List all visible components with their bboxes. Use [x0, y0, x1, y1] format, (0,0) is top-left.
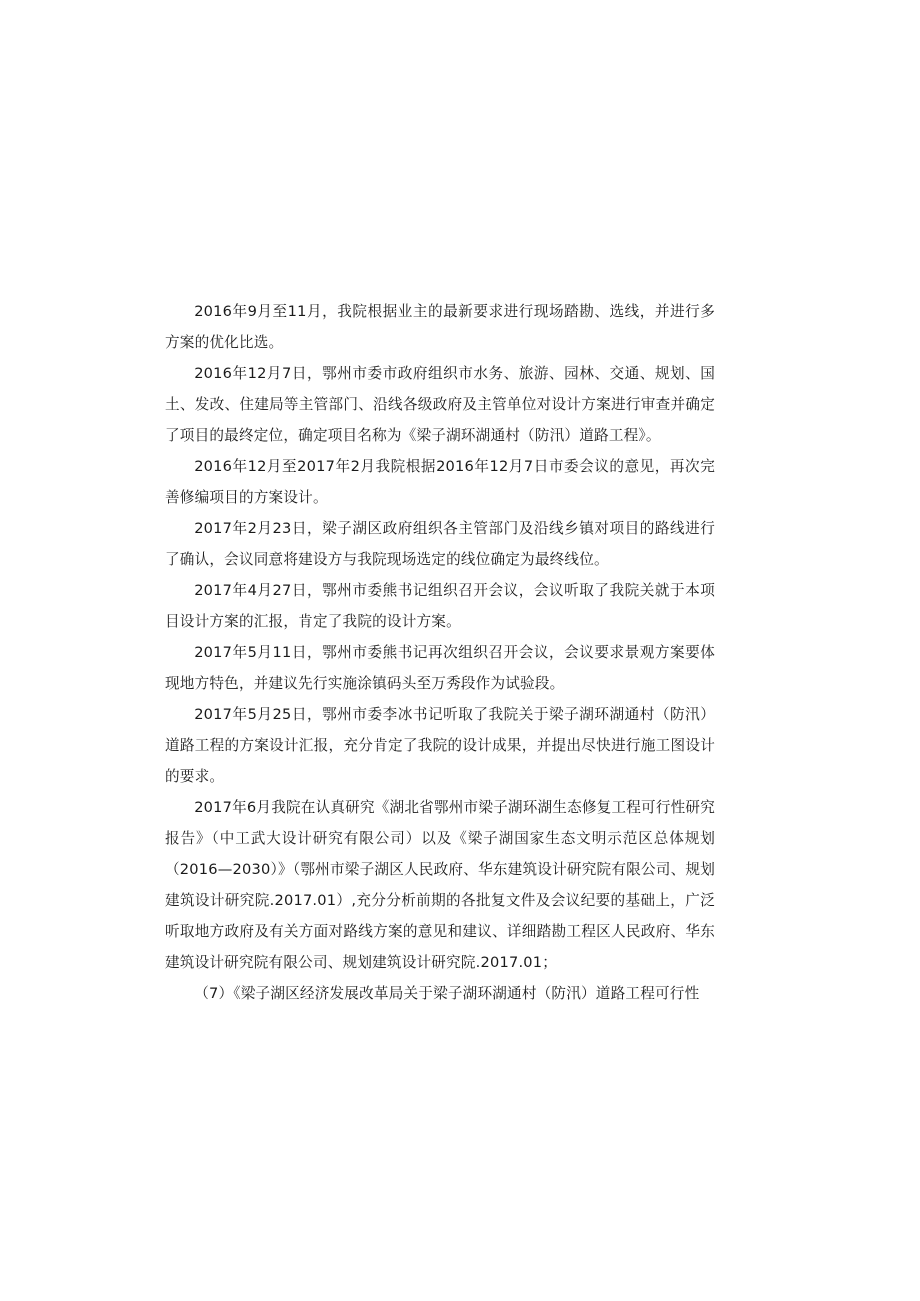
paragraph-7: 2017年5月25日，鄂州市委李冰书记听取了我院关于梁子湖环湖通村（防汛）道路工程的方案设计汇报，充分肯定了我院的设计成果，并提出尽快进行施工图设计的要求。 — [165, 706, 715, 785]
paragraph-1: 2016年9月至11月，我院根据业主的最新要求进行现场踏勘、选线，并进行多方案的优化比选。 — [165, 303, 715, 351]
document-body — [165, 296, 715, 1009]
paragraph-8: 2017年6月我院在认真研究《湖北省鄂州市梁子湖环湖生态修复工程可行性研究报告》（中工武大设计研究有限公司）以及《梁子湖国家生态文明示范区总体规划（2016—2030）》（鄂州市梁子湖区人民政府、华东建筑设计研究院有限公司、规划建筑设计研究院.2017.01）,充分分析前期的各批复文件及会议纪要的基础上，广泛听取地方政府及有关方面对路线方案的意见和建议、详细踏勘工程区人民政府、华东建筑设计研究院有限公司、规划建筑设计研究院.2017.01； — [165, 799, 716, 971]
paragraph-3: 2016年12月至2017年2月我院根据2016年12月7日市委会议的意见，再次完善修编项目的方案设计。 — [165, 458, 715, 506]
paragraph-5: 2017年4月27日，鄂州市委熊书记组织召开会议，会议听取了我院关就于本项目设计方案的汇报，肯定了我院的设计方案。 — [165, 582, 715, 630]
paragraph-2: 2016年12月7日，鄂州市委市政府组织市水务、旅游、园林、交通、规划、国土、发改、住建局等主管部门、沿线各级政府及主管单位对设计方案进行审查并确定了项目的最终定位，确定项目名称为《梁子湖环湖通村（防汛）道路工程》。 — [165, 365, 715, 444]
paragraph-9: （7）《梁子湖区经济发展改革局关于梁子湖环湖通村（防汛）道路工程可行性 — [194, 985, 700, 1002]
paragraph-4: 2017年2月23日，梁子湖区政府组织各主管部门及沿线乡镇对项目的路线进行了确认，会议同意将建设方与我院现场选定的线位确定为最终线位。 — [165, 520, 715, 568]
paragraph-6: 2017年5月11日，鄂州市委熊书记再次组织召开会议，会议要求景观方案要体现地方特色，并建议先行实施涂镇码头至万秀段作为试验段。 — [165, 644, 715, 692]
